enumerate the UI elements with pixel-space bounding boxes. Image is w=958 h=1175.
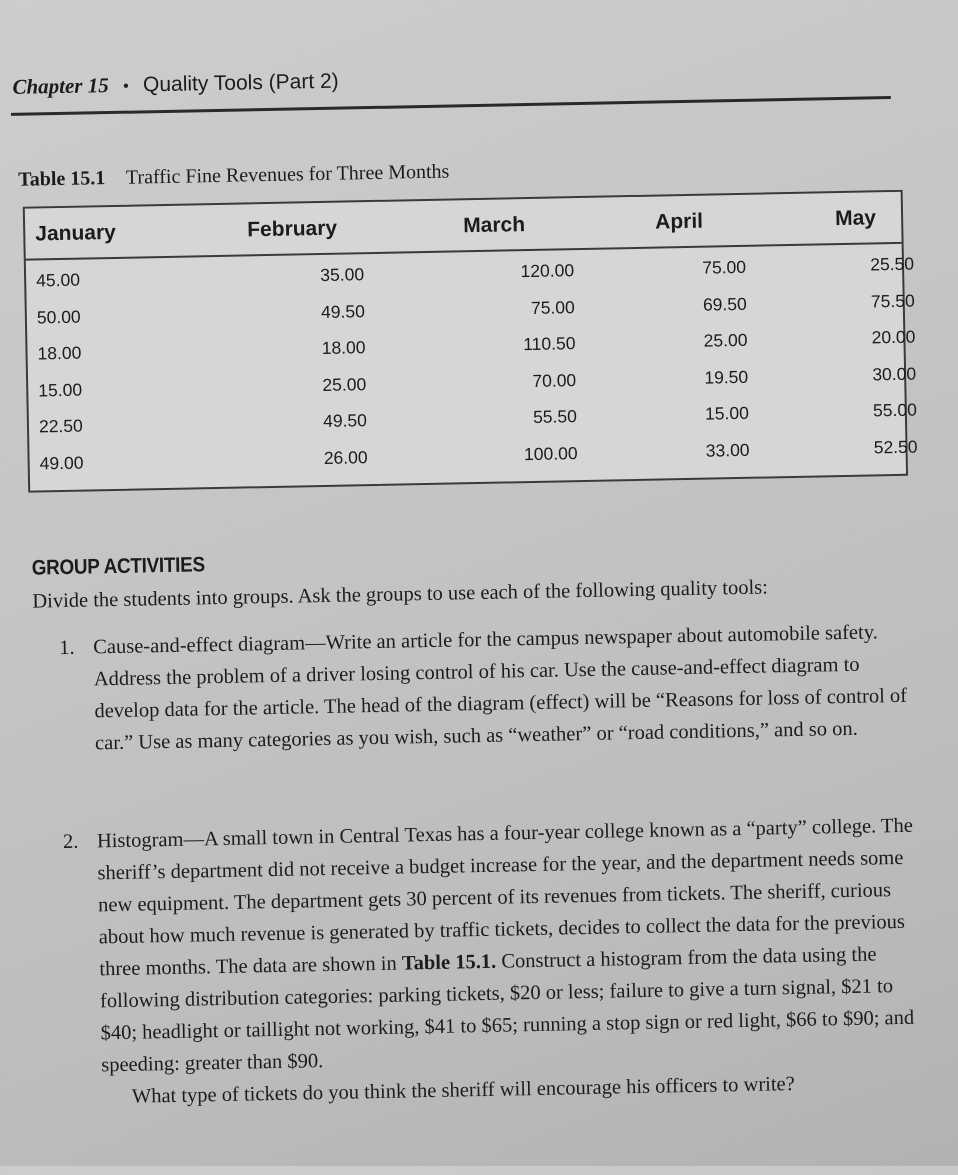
table-cell-may: 52.50 [873, 436, 918, 457]
table-cell-may: 25.50 [870, 253, 915, 275]
revenue-table [23, 190, 918, 493]
table-cell-april: 75.00 [702, 256, 747, 278]
table-cell-march: 55.50 [532, 406, 578, 427]
activity-text: Cause-and-effect diagram—Write an article for the campus newspaper about automobile safety. Address the problem of a driver losing control of his car. Use the cause-and-effect diagram to develop data for the article. The head of the diagram (effect) will be “Reasons for loss of control of car.” Use as many categories as you wish, such as “weather” or “road conditions,” and so on. [93, 621, 908, 755]
table-cell-april: 69.50 [702, 293, 747, 315]
table-cell-february: 26.00 [323, 446, 368, 468]
table-number: Table 15.1 [18, 167, 106, 191]
column-header-march: March [462, 213, 526, 238]
column-header-april: April [654, 209, 704, 234]
table-cell-april: 25.00 [703, 329, 748, 351]
table-cell-april: 19.50 [704, 366, 749, 388]
activity-text-part: Histogram—A small town in Central Texas has a four-year college known as a “party” college. The sheriff’s department did not receive a budget increase for the year, and the department needs some new equipment. The department gets 30 percent of its revenues from tickets. The sheriff, curious about how much revenue is generated by traffic tickets, decides to collect the data for the previous three months. The data are shown in [96, 814, 914, 981]
table-cell-february: 25.00 [322, 373, 367, 395]
table-cell-may: 30.00 [872, 363, 917, 384]
table-cell-march: 110.50 [523, 333, 576, 355]
table-cell-february: 18.00 [321, 337, 366, 358]
table-cell-january: 50.00 [36, 306, 81, 327]
column-header-february: February [247, 216, 338, 242]
header-rule [11, 96, 891, 116]
activity-text [97, 810, 920, 1082]
table-cell-may: 75.50 [870, 290, 915, 311]
table-cell-april: 15.00 [704, 402, 750, 424]
group-activities-intro: Divide the students into groups. Ask the groups to use each of the following quality tools: [32, 576, 769, 613]
table-cell-january: 22.50 [38, 415, 83, 437]
group-activities-heading: GROUP ACTIVITIES [31, 553, 206, 580]
table-cell-february: 49.50 [322, 410, 368, 431]
table-reference: Table 15.1. [401, 950, 497, 975]
table-cell-april: 33.00 [705, 439, 750, 461]
activity-item-1 [59, 616, 913, 760]
activity-number: 2. [62, 830, 79, 854]
column-header-may: May [834, 206, 877, 231]
table-cell-may: 20.00 [871, 326, 916, 348]
activity-item-2 [63, 810, 920, 1114]
table-cell-march: 75.00 [530, 296, 575, 318]
table-title: Traffic Fine Revenues for Three Months [125, 160, 450, 189]
column-header-january: January [35, 220, 117, 246]
chapter-label: Chapter 15 [12, 73, 109, 99]
bullet-icon: • [122, 75, 130, 96]
table-cell-march: 70.00 [532, 369, 577, 391]
chapter-header [12, 58, 892, 100]
table-cell-january: 15.00 [38, 379, 83, 400]
activity-text-part: Construct a histogram from the data using the following distribution categories: parking tickets, $20 or less; failure to give a turn signal, $21 to $40; headlight or taillight not working, $41 to $65; running a stop sign or red light, $66 to $90; and speeding: greater than $90. [99, 943, 915, 1077]
activity-question: What type of tickets do you think the sheriff will encourage his officers to write? [131, 1073, 795, 1108]
table-cell-january: 18.00 [37, 342, 82, 364]
table-header-row [25, 192, 902, 261]
activity-number: 1. [59, 636, 75, 660]
table-cell-march: 120.00 [520, 260, 575, 282]
table-cell-january: 49.00 [39, 452, 84, 473]
chapter-title: Quality Tools (Part 2) [142, 69, 339, 97]
table-cell-february: 49.50 [320, 300, 366, 322]
table-cell-march: 100.00 [523, 442, 578, 464]
table-cell-february: 35.00 [320, 264, 365, 286]
table-cell-january: 45.00 [35, 269, 81, 291]
table-caption [18, 161, 450, 192]
table-cell-may: 55.00 [872, 399, 918, 421]
